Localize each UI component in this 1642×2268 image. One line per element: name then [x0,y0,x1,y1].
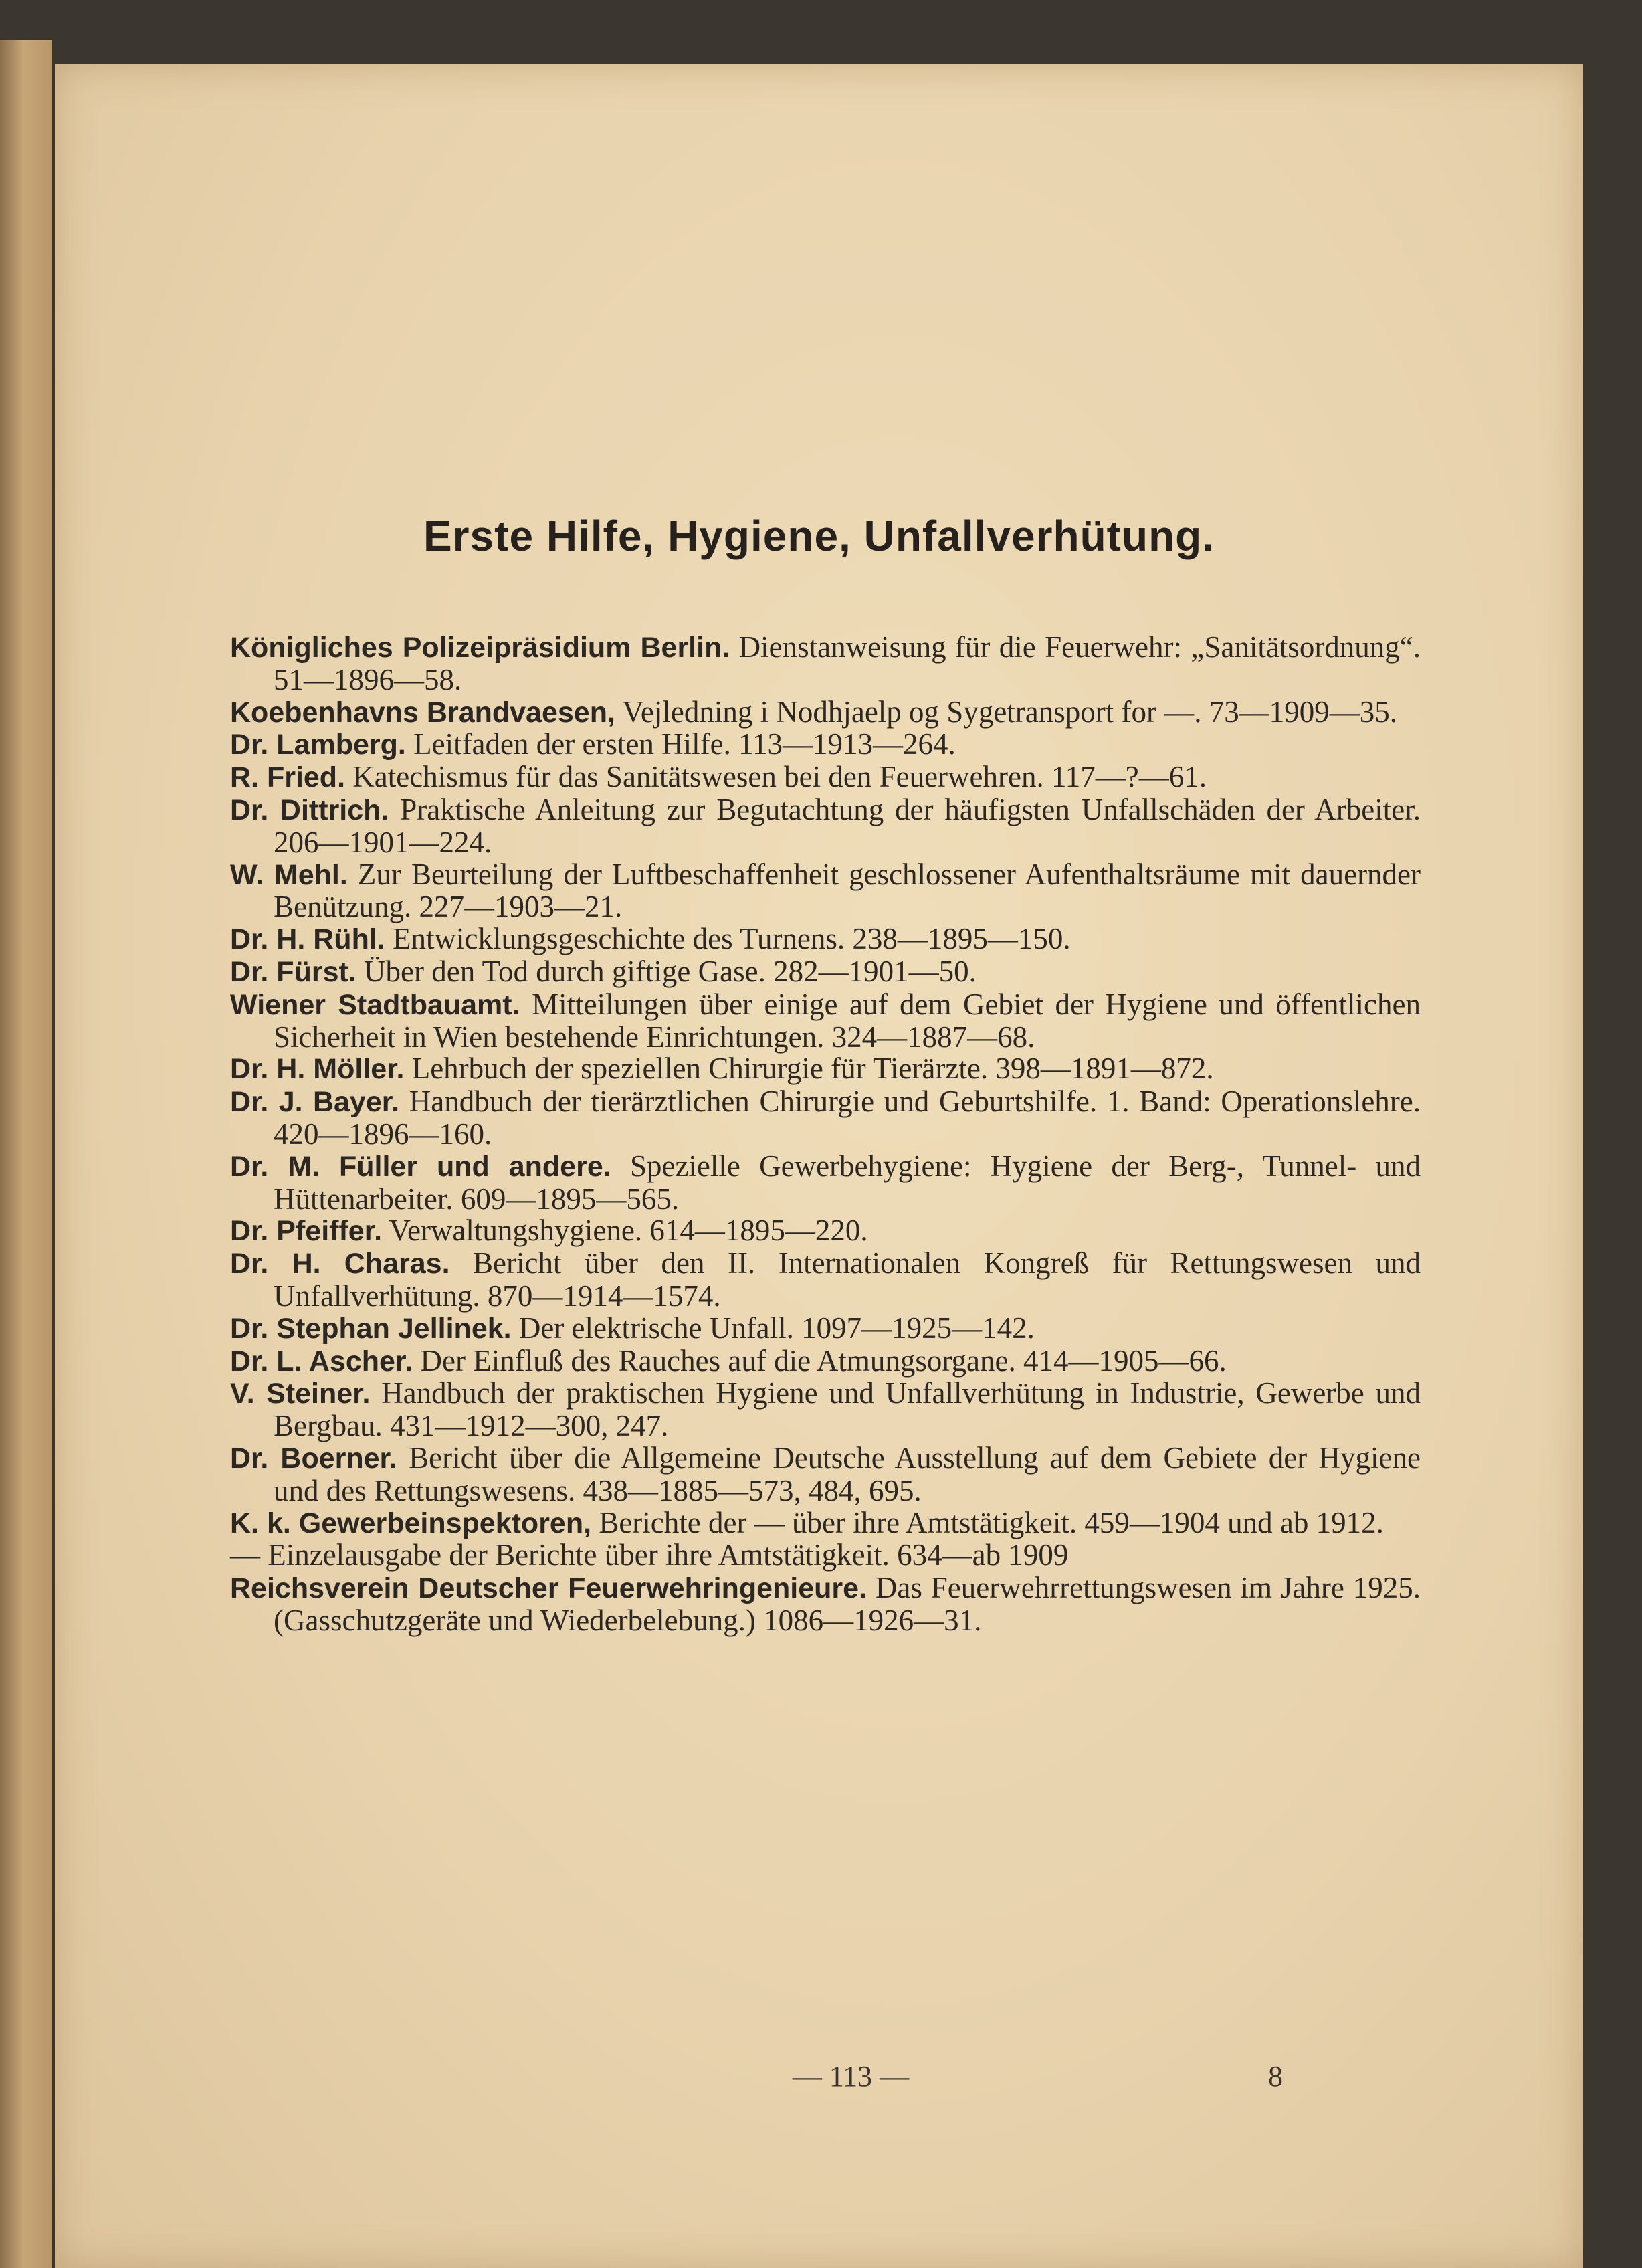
entry-author: R. Fried. [230,761,346,794]
bibliography-entry [230,729,1421,761]
page-title: Erste Hilfe, Hygiene, Unfallverhütung. [423,512,1215,560]
bibliography-list [230,632,1421,1637]
entry-author: Koebenhavns Brandvaesen, [230,696,615,729]
book-page [55,64,1583,2268]
bibliography-entry [230,696,1421,729]
bibliography-entry [230,859,1421,924]
entry-author: Reichsverein Deutscher Feuerwehringenieure. [230,1572,867,1605]
entry-author: Dr. Dittrich. [230,793,389,826]
entry-text: Lehrbuch der speziellen Chirurgie für Tierärzte. 398—1891—872. [411,1052,1214,1086]
entry-author: Dr. Stephan Jellinek. [230,1312,512,1345]
entry-author: Dr. Boerner. [230,1442,397,1475]
entry-text: Berichte der — über ihre Amtstätigkeit. 459—1904 und ab 1912. [599,1505,1384,1539]
entry-text: Entwicklungsgeschichte des Turnens. 238—1895—150. [392,922,1071,956]
bibliography-entry [230,1086,1421,1151]
bibliography-entry [230,1313,1421,1345]
bibliography-entry [230,989,1421,1054]
entry-text: Vejledning i Nodhjaelp og Sygetransport for —. 73—1909—35. [622,694,1397,729]
entry-author: Dr. H. Rühl. [230,923,385,956]
entry-text: Verwaltungshygiene. 614—1895—220. [389,1214,868,1248]
entry-text: Leitfaden der ersten Hilfe. 113—1913—264. [413,727,956,761]
bibliography-entry [230,1215,1421,1248]
entry-text: Bericht über die Allgemeine Deutsche Ausstellung auf dem Gebiete der Hygiene und des Rettungswesens. 438—1885—573, 484, 695. [274,1440,1421,1507]
page-number: — 113 — [792,2060,910,2093]
entry-text: Dienstanweisung für die Feuerwehr: „Sanitätsordnung“. 51—1896—58. [274,630,1421,696]
bibliography-entry [230,1442,1421,1507]
bibliography-entry [230,923,1421,956]
signature-mark: 8 [1268,2060,1283,2093]
entry-text: Bericht über den II. Internationalen Kongreß für Rettungswesen und Unfallverhütung. 870—1914—1574. [274,1246,1421,1313]
entry-author: Dr. L. Ascher. [230,1345,413,1378]
entry-author: K. k. Gewerbeinspektoren, [230,1507,592,1539]
bibliography-entry [230,632,1421,696]
entry-author: Königliches Polizeipräsidium Berlin. [230,632,730,664]
bibliography-entry [230,1507,1421,1540]
entry-author: Dr. J. Bayer. [230,1086,400,1119]
entry-text: Handbuch der praktischen Hygiene und Unfallverhütung in Industrie, Gewerbe und Bergbau. 431—1912—300, 247. [274,1376,1421,1443]
bibliography-entry [230,956,1421,989]
bibliography-entry [230,1248,1421,1313]
entry-author: Dr. H. Charas. [230,1248,450,1281]
entry-text: Spezielle Gewerbehygiene: Hygiene der Berg-, Tunnel- und Hüttenarbeiter. 609—1895—565. [274,1149,1421,1216]
bibliography-entry [230,1378,1421,1442]
bibliography-entry [230,1345,1421,1378]
entry-author: Dr. M. Füller und andere. [230,1150,611,1183]
previous-page-edge [0,40,52,2268]
entry-text: Der elektrische Unfall. 1097—1925—142. [518,1311,1035,1345]
entry-author: Wiener Stadtbauamt. [230,988,520,1021]
bibliography-entry [230,1572,1421,1637]
entry-author: Dr. H. Möller. [230,1053,405,1086]
bibliography-entry [230,1539,1421,1572]
entry-author: Dr. Fürst. [230,955,356,988]
entry-text: Katechismus für das Sanitätswesen bei den Feuerwehren. 117—?—61. [352,760,1207,794]
entry-author: V. Steiner. [230,1378,371,1410]
entry-text: Der Einfluß des Rauches auf die Atmungsorgane. 414—1905—66. [420,1343,1227,1378]
bibliography-entry [230,761,1421,794]
entry-text: Über den Tod durch giftige Gase. 282—1901—50. [364,954,977,988]
bibliography-entry [230,794,1421,859]
entry-text: Zur Beurteilung der Luftbeschaffenheit geschlossener Aufenthaltsräume mit dauernder Benützung. 227—1903—21. [274,857,1421,924]
entry-author: Dr. Lamberg. [230,729,406,761]
bibliography-entry [230,1053,1421,1086]
entry-text: Das Feuerwehrrettungswesen im Jahre 1925. (Gasschutzgeräte und Wiederbelebung.) 1086—1926—31. [274,1571,1421,1637]
entry-author: Dr. Pfeiffer. [230,1215,383,1248]
entry-author: W. Mehl. [230,858,348,891]
entry-text: Handbuch der tierärztlichen Chirurgie und Geburtshilfe. 1. Band: Operationslehre. 420—1896—160. [274,1084,1421,1151]
entry-text: Praktische Anleitung zur Begutachtung der häufigsten Unfallschäden der Arbeiter. 206—1901—224. [274,792,1421,859]
entry-text: Mitteilungen über einige auf dem Gebiet der Hygiene und öffentlichen Sicherheit in Wien bestehende Einrichtungen. 324—1887—68. [274,987,1421,1054]
bibliography-entry [230,1151,1421,1216]
entry-text: — Einzelausgabe der Berichte über ihre Amtstätigkeit. 634—ab 1909 [230,1538,1069,1572]
